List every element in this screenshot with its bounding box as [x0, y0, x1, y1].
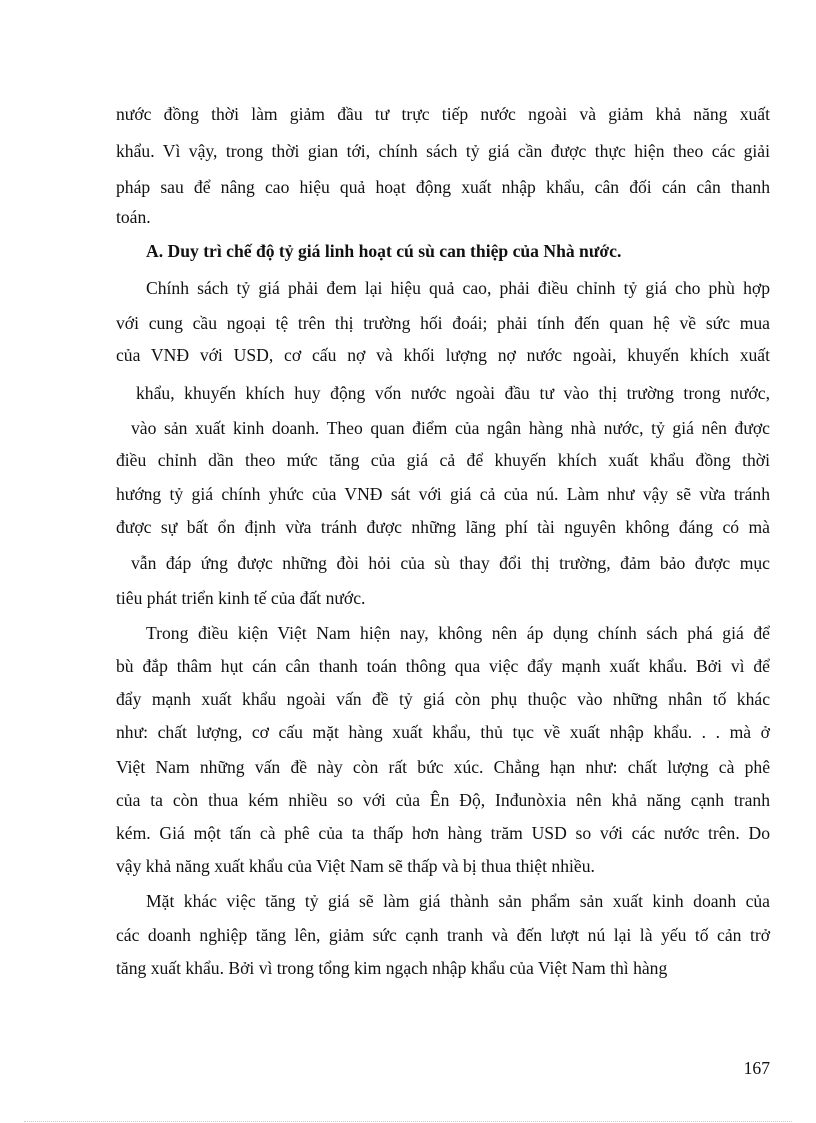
- p1-line-3: pháp sau để nâng cao hiệu quả hoạt động xuất nhập khẩu, cân đối cán cân thanh: [116, 177, 770, 197]
- p1-line-1: nước đồng thời làm giảm đầu tư trực tiếp nước ngoài và giảm khả năng xuất: [116, 104, 770, 124]
- p3-line-2: bù đắp thâm hụt cán cân thanh toán thông qua việc đẩy mạnh xuất khẩu. Bởi vì để: [116, 656, 770, 676]
- p2-line-1: Chính sách tỷ giá phải đem lại hiệu quả cao, phải điều chỉnh tỷ giá cho phù hợp: [146, 278, 770, 298]
- page-number: 167: [743, 1058, 770, 1078]
- p1-line-2: khẩu. Vì vậy, trong thời gian tới, chính sách tỷ giá cần được thực hiện theo các giải: [116, 141, 770, 161]
- p3-line-7: kém. Giá một tấn cà phê của ta thấp hơn hàng trăm USD so với các nước trên. Do: [116, 823, 770, 843]
- p1-line-4: toán.: [116, 207, 151, 227]
- p3-line-6: của ta còn thua kém nhiều so với của Ên Độ, Inđunòxia nên khả năng cạnh tranh: [116, 790, 770, 810]
- p2-line-8: được sự bất ổn định vừa tránh được những lãng phí tài nguyên không đáng có mà: [116, 517, 770, 537]
- p3-line-1: Trong điều kiện Việt Nam hiện nay, không nên áp dụng chính sách phá giá để: [146, 623, 770, 643]
- p2-line-9: vẫn đáp ứng được những đòi hỏi của sù thay đổi thị trường, đảm bảo được mục: [131, 553, 770, 573]
- p2-line-2: với cung cầu ngoại tệ trên thị trường hối đoái; phải tính đến quan hệ về sức mua: [116, 313, 770, 333]
- p2-line-5: vào sản xuất kinh doanh. Theo quan điểm của ngân hàng nhà nước, tỷ giá nên được: [131, 418, 770, 438]
- p2-line-10: tiêu phát triển kinh tế của đất nước.: [116, 588, 366, 608]
- p2-line-7: hướng tỷ giá chính yhức của VNĐ sát với giá cả của nú. Làm như vậy sẽ vừa tránh: [116, 484, 770, 504]
- p2-line-6: điều chỉnh dần theo mức tăng của giá cả để khuyến khích xuất khẩu đồng thời: [116, 450, 770, 470]
- p4-line-1: Mặt khác việc tăng tỷ giá sẽ làm giá thành sản phẩm sản xuất kinh doanh của: [146, 891, 770, 911]
- page-bottom-rule: [24, 1121, 792, 1122]
- section-heading: A. Duy trì chế độ tỷ giá linh hoạt cú sù can thiệp của Nhà nước.: [146, 241, 622, 261]
- p3-line-3: đẩy mạnh xuất khẩu ngoài vấn đề tỷ giá còn phụ thuộc vào những nhân tố khác: [116, 689, 770, 709]
- p4-line-3: tăng xuất khẩu. Bởi vì trong tổng kim ngạch nhập khẩu của Việt Nam thì hàng: [116, 958, 668, 978]
- p3-line-5: Việt Nam những vấn đề này còn rất bức xúc. Chẳng hạn như: chất lượng cà phê: [116, 757, 770, 777]
- p3-line-4: như: chất lượng, cơ cấu mặt hàng xuất khẩu, thủ tục về xuất nhập khẩu. . . mà ở: [116, 722, 770, 742]
- p3-line-8: vậy khả năng xuất khẩu của Việt Nam sẽ thấp và bị thua thiệt nhiều.: [116, 856, 595, 876]
- p2-line-4: khẩu, khuyến khích huy động vốn nước ngoài đầu tư vào thị trường trong nước,: [136, 383, 770, 403]
- p4-line-2: các doanh nghiệp tăng lên, giảm sức cạnh tranh và đến lượt nú lại là yếu tố cản trở: [116, 925, 770, 945]
- p2-line-3: của VNĐ với USD, cơ cấu nợ và khối lượng nợ nước ngoài, khuyến khích xuất: [116, 345, 770, 365]
